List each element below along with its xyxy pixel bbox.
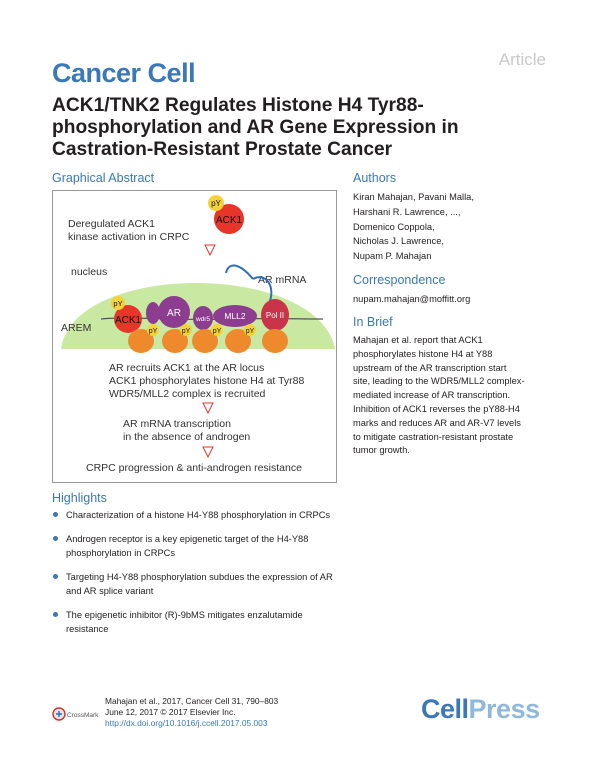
ar-mrna-label: AR mRNA [258, 274, 307, 286]
arrow-down-1 [205, 245, 215, 255]
crossmark-label: CrossMark [67, 712, 99, 719]
in-brief-line: Mahajan et al. report that ACK1 [353, 335, 483, 345]
in-brief-line: upstream of the AR transcription start [353, 362, 507, 373]
correspondence-heading: Correspondence [353, 273, 446, 287]
in-brief-line: phosphorylates histone H4 at Y88 [353, 348, 493, 359]
step2-text-2: in the absence of androgen [123, 431, 251, 443]
ack1-top-label: ACK1 [215, 215, 243, 226]
in-brief-line: Inhibition of ACK1 reverses the pY88-H4 [353, 403, 520, 414]
highlights-list [52, 508, 342, 646]
highlight-text: The epigenetic inhibitor (R)-9bMS mitigates enzalutamide resistance [66, 610, 303, 634]
py-label-5: pY [245, 328, 255, 335]
ar-protein-side [146, 302, 160, 324]
authors-heading: Authors [353, 171, 397, 185]
in-brief-line: tumor growth. [353, 445, 410, 456]
in-brief-line: to mitigate castration-resistant prostate [353, 431, 514, 442]
in-brief-section [353, 315, 553, 458]
authors-list [353, 190, 553, 264]
correspondence-section [353, 273, 553, 307]
authors-section [353, 171, 553, 264]
ar-label: AR [167, 308, 181, 319]
py-label-2: pY [148, 328, 158, 335]
py-label-3: pY [181, 328, 191, 335]
step1-text-1: AR recruits ACK1 at the AR locus [109, 362, 265, 374]
article-title: ACK1/TNK2 Regulates Histone H4 Tyr88-phosphorylation and AR Gene Expression in Castration-Resistant Prostate Cancer [52, 95, 459, 160]
cellpress-logo-part1: Cell [421, 694, 469, 724]
author-line: Nicholas J. Lawrence, [353, 236, 444, 247]
citation-block [105, 696, 278, 729]
in-brief-heading: In Brief [353, 315, 393, 329]
nucleus-label: nucleus [71, 266, 108, 278]
crossmark-icon[interactable] [52, 707, 100, 721]
in-brief-line: marks and reduces AR and AR-V7 levels [353, 417, 521, 428]
mrna-curve-arrow [226, 265, 253, 279]
citation-line-2: June 12, 2017 © 2017 Elsevier Inc. [105, 707, 236, 717]
pol2-label: Pol II [265, 311, 285, 320]
highlight-text: Androgen receptor is a key epigenetic target of the H4-Y88 phosphorylation in CRPCs [66, 534, 309, 558]
step1-text-3: WDR5/MLL2 complex is recruited [109, 388, 266, 400]
author-line: Kiran Mahajan, Pavani Malla, [353, 192, 474, 202]
highlight-text: Characterization of a histone H4-Y88 phosphorylation in CRPCs [66, 510, 331, 520]
step3-text: CRPC progression & anti-androgen resistance [86, 462, 302, 474]
journal-name: Cancer Cell [52, 58, 196, 88]
bullet-icon [53, 512, 58, 517]
arem-label: AREM [61, 322, 92, 334]
highlights-heading: Highlights [52, 491, 107, 505]
highlight-item [52, 508, 342, 522]
graphical-abstract-heading: Graphical Abstract [52, 171, 155, 185]
graphical-abstract-figure [52, 190, 337, 483]
author-line: Nupam P. Mahajan [353, 251, 432, 262]
wdr5-label: wdr5 [195, 316, 211, 323]
cellpress-logo-part2: Press [468, 694, 540, 724]
highlight-item [52, 570, 342, 598]
in-brief-line: site, leading to the WDR5/MLL2 complex- [353, 376, 525, 387]
deregulated-text-1: Deregulated ACK1 [68, 218, 155, 230]
py-label-4: pY [212, 328, 222, 335]
in-brief-line: mediated increase of AR transcription. [353, 390, 511, 401]
deregulated-text-2: kinase activation in CRPC [68, 231, 190, 243]
correspondence-email[interactable]: nupam.mahajan@moffitt.org [353, 294, 471, 304]
in-brief-text [353, 334, 553, 458]
ack1-chromatin-label: ACK1 [114, 315, 142, 326]
doi-link[interactable]: http://dx.doi.org/10.1016/j.ccell.2017.05.003 [105, 718, 268, 728]
highlight-item [52, 608, 342, 636]
arrow-down-2 [203, 403, 213, 413]
arrow-down-3 [203, 447, 213, 457]
author-line: Domenico Coppola, [353, 221, 435, 232]
mll2-label: MLL2 [224, 311, 246, 321]
citation-line-1: Mahajan et al., 2017, Cancer Cell 31, 790–803 [105, 696, 279, 706]
highlight-item [52, 532, 342, 560]
bullet-icon [53, 612, 58, 617]
author-line: Harshani R. Lawrence, ..., [353, 206, 461, 217]
step2-text-1: AR mRNA transcription [123, 418, 231, 430]
py-label-1: pY [113, 299, 123, 308]
py-top-label: pY [211, 199, 221, 208]
article-type-label: Article [498, 50, 546, 69]
step1-text-2: ACK1 phosphorylates histone H4 at Tyr88 [109, 375, 305, 387]
bullet-icon [53, 574, 58, 579]
highlight-text: Targeting H4-Y88 phosphorylation subdues the expression of AR and AR splice variant [66, 572, 333, 596]
cellpress-logo [421, 694, 540, 725]
bullet-icon [53, 536, 58, 541]
